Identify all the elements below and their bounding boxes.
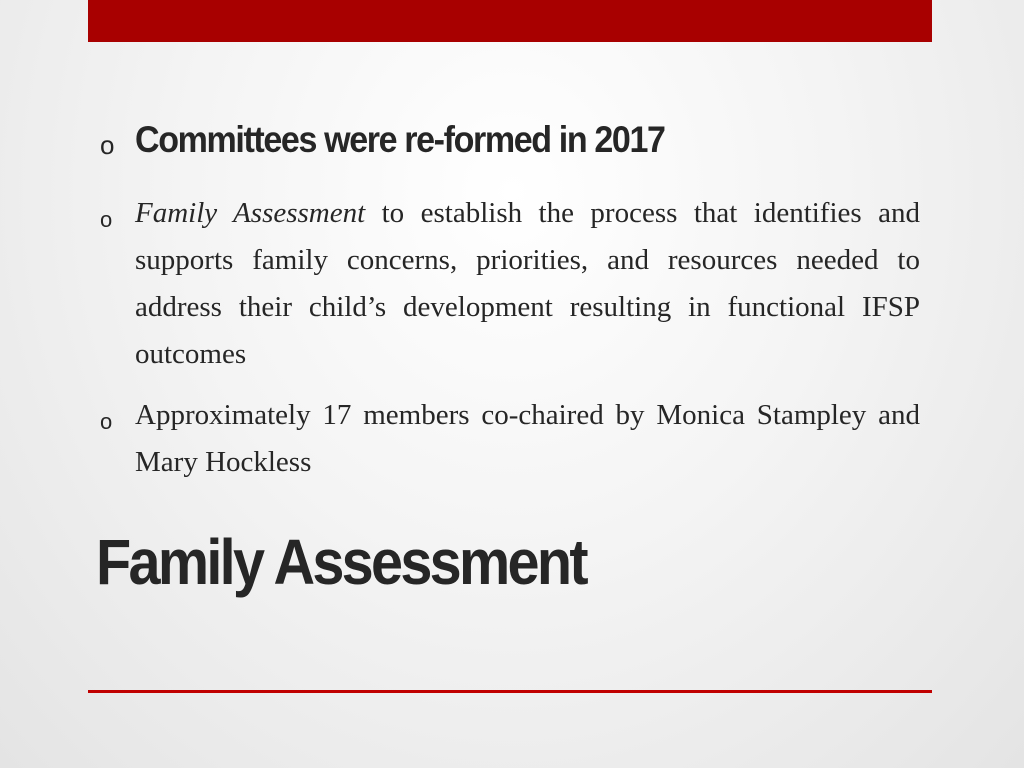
heading-bullet bbox=[96, 112, 920, 168]
bullet-italic-lead: Family Assessment bbox=[135, 197, 366, 229]
bullet-text: Approximately 17 members co-chaired by Monica Stampley and Mary Hockless bbox=[135, 399, 920, 478]
bullet-marker: o bbox=[100, 409, 113, 434]
slide-heading: Committees were re-formed in 2017 bbox=[135, 119, 665, 160]
bullet-item bbox=[96, 392, 920, 486]
slide-content bbox=[96, 112, 920, 486]
bullet-item bbox=[96, 190, 920, 378]
bullet-marker: o bbox=[100, 130, 115, 160]
bullet-text: to establish the process that identifies and supports family concerns, priorities, and resources needed to address their child’s development resulting in functional IFSP outcomes bbox=[135, 197, 920, 370]
bullet-marker: o bbox=[100, 207, 113, 232]
bottom-divider bbox=[88, 690, 932, 693]
slide-title: Family Assessment bbox=[96, 526, 586, 598]
top-accent-bar bbox=[88, 0, 932, 42]
